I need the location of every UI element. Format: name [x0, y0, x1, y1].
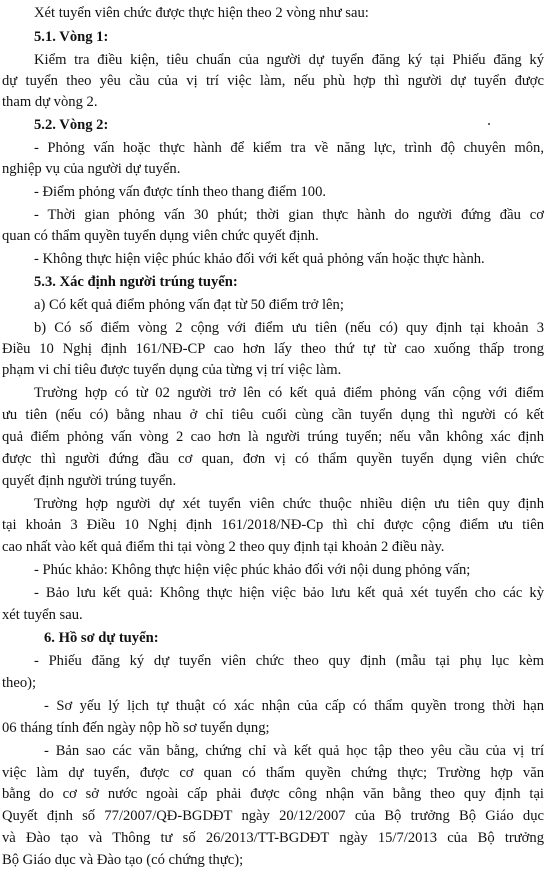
- paragraph-line: cao nhất vào kết quả điểm thi tại vòng 2 theo quy định tại khoản 2 điều này.: [2, 539, 445, 556]
- paragraph-line: phạm vi chỉ tiêu được tuyển dụng của từng vị trí việc làm.: [2, 362, 342, 379]
- heading-5-1: 5.1. Vòng 1:: [34, 28, 109, 45]
- paragraph-line: ưu tiên (nếu có) bằng nhau ở chỉ tiêu cuối cùng cần tuyển dụng thì người có kết: [2, 407, 544, 424]
- paragraph-line: Điều 10 Nghị định 161/NĐ-CP cao hơn lấy theo thứ tự từ cao xuống thấp trong: [2, 340, 544, 357]
- paragraph-line: quyết định người trúng tuyển.: [2, 472, 177, 489]
- paragraph-line: - Bản sao các văn bằng, chứng chỉ và kết quả học tập theo yêu cầu của vị trí: [44, 742, 544, 759]
- paragraph-line: - Phỏng vấn hoặc thực hành để kiểm tra về năng lực, trình độ chuyên môn,: [34, 140, 544, 156]
- paragraph-line: việc làm dự tuyển, được cơ quan có thẩm quyền chứng thực; Trường hợp văn: [2, 764, 544, 781]
- paragraph-line: quan có thẩm quyền tuyển dụng viên chức quyết định.: [2, 228, 319, 245]
- heading-6: 6. Hồ sơ dự tuyển:: [44, 629, 159, 646]
- paragraph-line: tham dự vòng 2.: [2, 94, 98, 111]
- paragraph-line: - Bảo lưu kết quả: Không thực hiện việc bảo lưu kết quả xét tuyển cho các kỳ: [34, 584, 544, 601]
- paragraph-line: - Phiếu đăng ký dự tuyển viên chức theo quy định (mẫu tại phụ lục kèm: [34, 653, 544, 670]
- paragraph-line: dự tuyển theo yêu cầu của vị trí việc làm, nếu phù hợp thì người dự tuyển được: [2, 72, 544, 89]
- paragraph-line: và Đào tạo và Thông tư số 26/2013/TT-BGDĐT ngày 15/7/2013 của Bộ trưởng: [2, 830, 544, 847]
- heading-5-3: 5.3. Xác định người trúng tuyển:: [34, 274, 238, 290]
- paragraph-line: - Không thực hiện việc phúc khảo đối với kết quả phỏng vấn hoặc thực hành.: [34, 251, 485, 268]
- paragraph-line: 06 tháng tính đến ngày nộp hồ sơ tuyển dụng;: [2, 719, 270, 736]
- paragraph-line: Trường hợp người dự xét tuyển viên chức thuộc nhiều diện ưu tiên quy định: [34, 495, 544, 512]
- paragraph-line: nghiệp vụ của người dự tuyển.: [2, 160, 181, 177]
- paragraph-line: Bộ Giáo dục và Đào tạo (có chứng thực);: [2, 852, 244, 868]
- paragraph-line: a) Có kết quả điểm phỏng vấn đạt từ 50 điểm trở lên;: [34, 296, 344, 313]
- heading-5-2: 5.2. Vòng 2:: [34, 117, 109, 134]
- paragraph-line: xét tuyển sau.: [2, 606, 83, 623]
- paragraph-line: tại khoản 3 Điều 10 Nghị định 161/2018/NĐ-Cp thì chỉ được cộng điểm ưu tiên: [2, 517, 544, 534]
- paragraph-line: b) Có số điểm vòng 2 cộng với điểm ưu tiên (nếu có) quy định tại khoản 3: [34, 319, 544, 336]
- paragraph-line: theo);: [2, 675, 37, 692]
- paragraph-line: Kiểm tra điều kiện, tiêu chuẩn của người dự tuyển đăng ký tại Phiếu đăng ký: [34, 51, 544, 68]
- paragraph-line: Quyết định số 77/2007/QĐ-BGDĐT ngày 20/12/2007 của Bộ trưởng Bộ Giáo dục: [2, 808, 544, 825]
- paragraph-line: bằng do cơ sở nước ngoài cấp phải được công nhận văn bằng theo quy định tại: [2, 786, 544, 803]
- stray-dot: [488, 123, 490, 125]
- paragraph-line: được thì người đứng đầu cơ quan, đơn vị có thẩm quyền tuyển dụng viên chức: [2, 450, 544, 467]
- paragraph-line: Trường hợp có từ 02 người trở lên có kết quả điểm phỏng vấn cộng với điểm: [34, 385, 544, 402]
- paragraph-line: quả điểm phỏng vấn vòng 2 cao hơn là người trúng tuyển; nếu vẫn không xác định: [2, 429, 544, 445]
- paragraph-line: - Sơ yếu lý lịch tự thuật có xác nhận của cấp có thẩm quyền trong thời hạn: [44, 698, 544, 714]
- intro-line: Xét tuyển viên chức được thực hiện theo 2 vòng như sau:: [34, 5, 369, 21]
- paragraph-line: - Thời gian phỏng vấn 30 phút; thời gian thực hành do người đứng đầu cơ: [34, 206, 544, 223]
- paragraph-line: - Điểm phỏng vấn được tính theo thang điểm 100.: [34, 183, 327, 200]
- paragraph-line: - Phúc khảo: Không thực hiện việc phúc khảo đối với nội dung phỏng vấn;: [34, 562, 471, 579]
